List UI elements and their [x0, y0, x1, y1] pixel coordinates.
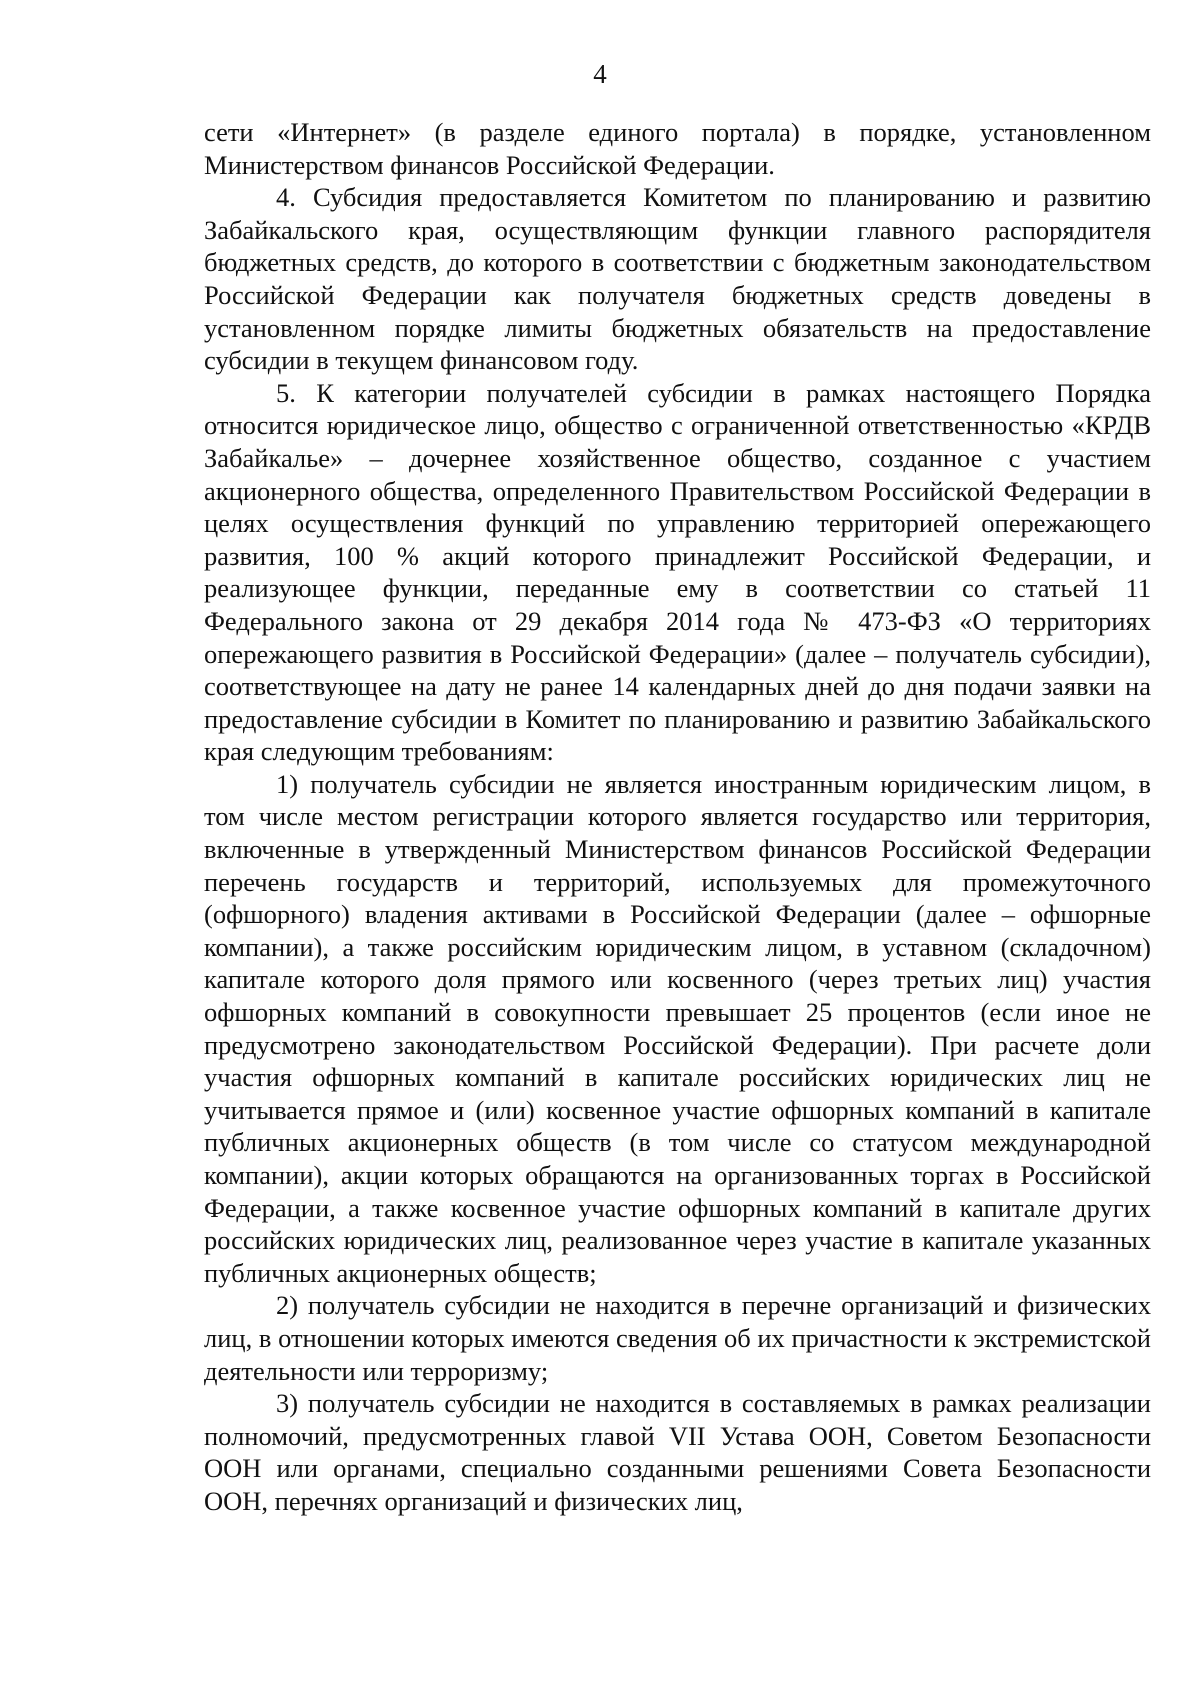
paragraph-continuation: сети «Интернет» (в разделе единого портала) в порядке, установленном Министерством финансов Российской Федерации. [204, 117, 1151, 180]
document-body [204, 116, 1151, 1518]
page-number: 4 [593, 59, 607, 89]
subparagraph-1: 1) получатель субсидии не является иностранным юридическим лицом, в том числе местом регистрации которого является государство или территория, включенные в утвержденный Министерством финансов Российской Федерации перечень государств и территорий, используемых для промежуточного (офшорного) владения активами в Российской Федерации (далее – офшорные компании), а также российским юридическим лицом, в уставном (складочном) капитале которого доля прямого или косвенного (через третьих лиц) участия офшорных компаний в совокупности превышает 25 процентов (если иное не предусмотрено законодательством Российской Федерации). При расчете доли участия офшорных компаний в капитале российских юридических лиц не учитывается прямое и (или) косвенное участие офшорных компаний в капитале публичных акционерных обществ (в том числе со статусом международной компании), акции которых обращаются на организованных торгах в Российской Федерации, а также косвенное участие офшорных компаний в капитале других российских юридических лиц, реализованное через участие в капитале указанных публичных акционерных обществ; [204, 768, 1151, 1288]
paragraph-item-5: 5. К категории получателей субсидии в рамках настоящего Порядка относится юридическое лицо, общество с ограниченной ответственностью «КРДВ Забайкалье» – дочернее хозяйственное общество, созданное с участием акционерного общества, определенного Правительством Российской Федерации в целях осуществления функций по управлению территорией опережающего развития, 100 % акций которого принадлежит Российской Федерации, и реализующее функции, переданные ему в соответствии со статьей 11 Федерального закона от 29 декабря 2014 года № 473-ФЗ «О территориях опережающего развития в Российской Федерации» (далее – получатель субсидии), соответствующее на дату не ранее 14 календарных дней до дня подачи заявки на предоставление субсидии в Комитет по планированию и развитию Забайкальского края следующим требованиям: [204, 377, 1151, 767]
subparagraph-3: 3) получатель субсидии не находится в составляемых в рамках реализации полномочий, предусмотренных главой VII Устава ООН, Советом Безопасности ООН или органами, специально созданными решениями Совета Безопасности ООН, перечнях организаций и физических лиц, [204, 1388, 1151, 1516]
paragraph-item-4: 4. Субсидия предоставляется Комитетом по планированию и развитию Забайкальского края, осуществляющим функции главного распорядителя бюджетных средств, до которого в соответствии с бюджетным законодательством Российской Федерации как получателя бюджетных средств доведены в установленном порядке лимиты бюджетных обязательств на предоставление субсидии в текущем финансовом году. [204, 182, 1151, 376]
subparagraph-2: 2) получатель субсидии не находится в перечне организаций и физических лиц, в отношении которых имеются сведения об их причастности к экстремистской деятельности или терроризму; [204, 1290, 1151, 1386]
